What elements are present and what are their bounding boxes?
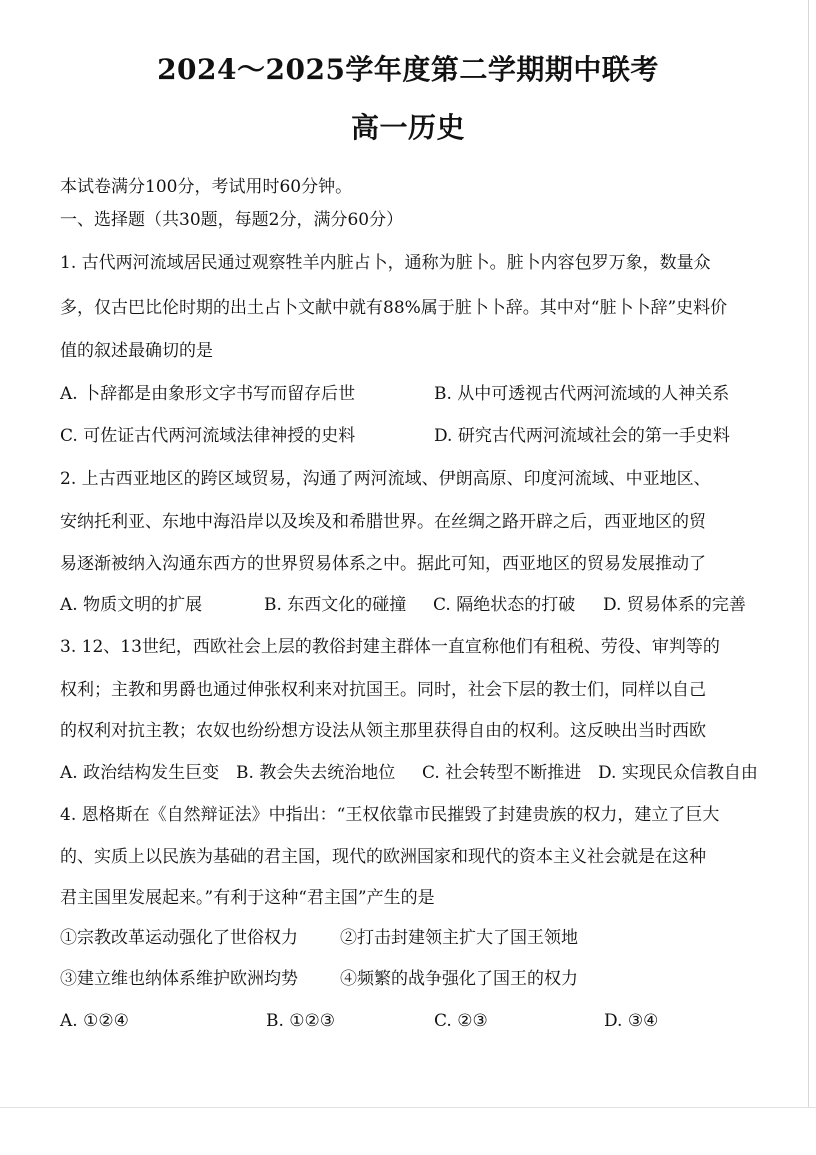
q1-stem-line: 多，仅古巴比伦时期的出土占卜文献中就有88%属于脏卜卜辞。其中对“脏卜卜辞”史料价 — [60, 298, 728, 318]
q1-option-c: C. 可佐证古代两河流域法律神授的史料 — [60, 426, 356, 446]
q2-stem-line: 2. 上古西亚地区的跨区域贸易，沟通了两河流域、伊朗高原、印度河流域、中亚地区、 — [60, 469, 711, 489]
q4-stem-line: 的、实质上以民族为基础的君主国，现代的欧洲国家和现代的资本主义社会就是在这种 — [60, 847, 706, 867]
q1-stem-line: 值的叙述最确切的是 — [60, 341, 213, 361]
q3-option-d: D. 实现民众信教自由 — [598, 763, 758, 783]
q4-item-1: ①宗教改革运动强化了世俗权力 — [60, 928, 298, 948]
q1-option-a: A. 卜辞都是由象形文字书写而留存后世 — [60, 384, 356, 404]
q1-option-b: B. 从中可透视古代两河流域的人神关系 — [434, 384, 730, 404]
q4-item-4: ④频繁的战争强化了国王的权力 — [340, 969, 578, 989]
q4-option-b: B. ①②③ — [266, 1011, 336, 1031]
q2-option-b: B. 东西文化的碰撞 — [264, 595, 407, 615]
exam-subject: 高一历史 — [350, 111, 465, 144]
q4-option-c: C. ②③ — [434, 1011, 488, 1031]
q4-option-d: D. ③④ — [604, 1011, 659, 1031]
q2-option-c: C. 隔绝状态的打破 — [433, 595, 576, 615]
q4-item-3: ③建立维也纳体系维护欧洲均势 — [60, 969, 298, 989]
q2-stem-line: 安纳托利亚、东地中海沿岸以及埃及和希腊世界。在丝绸之路开辟之后，西亚地区的贸 — [60, 512, 706, 532]
q3-stem-line: 权利；主教和男爵也通过伸张权利来对抗国王。同时，社会下层的教士们，同样以自己 — [60, 680, 706, 700]
q4-stem-line: 4. 恩格斯在《自然辩证法》中指出：“王权依靠市民摧毁了封建贵族的权力，建立了巨大 — [60, 805, 720, 825]
q3-stem-line: 的权利对抗主教；农奴也纷纷想方设法从领主那里获得自由的权利。这反映出当时西欧 — [60, 721, 706, 741]
q1-stem-line: 1. 古代两河流域居民通过观察牲羊内脏占卜，通称为脏卜。脏卜内容包罗万象，数量众 — [60, 253, 711, 273]
q2-option-d: D. 贸易体系的完善 — [603, 595, 746, 615]
q4-option-a: A. ①②④ — [60, 1011, 129, 1031]
q3-stem-line: 3. 12、13世纪，西欧社会上层的教俗封建主群体一直宣称他们有租税、劳役、审判等的 — [60, 637, 720, 657]
q3-option-c: C. 社会转型不断推进 — [422, 763, 582, 783]
q3-option-b: B. 教会失去统治地位 — [236, 763, 396, 783]
q2-stem-line: 易逐渐被纳入沟通东西方的世界贸易体系之中。据此可知，西亚地区的贸易发展推动了 — [60, 554, 706, 574]
q3-option-a: A. 政治结构发生巨变 — [60, 763, 220, 783]
scan-edge-right — [808, 0, 809, 1108]
q4-stem-line: 君主国里发展起来。”有利于这种“君主国”产生的是 — [60, 888, 435, 908]
section-heading: 一、选择题（共30题，每题2分，满分60分） — [60, 210, 404, 230]
q2-option-a: A. 物质文明的扩展 — [60, 595, 203, 615]
exam-note: 本试卷满分100分，考试用时60分钟。 — [60, 177, 353, 197]
scan-edge-bottom — [0, 1107, 816, 1108]
q1-option-d: D. 研究古代两河流域社会的第一手史料 — [434, 426, 730, 446]
q4-item-2: ②打击封建领主扩大了国王领地 — [340, 928, 578, 948]
exam-title: 2024～2025学年度第二学期期中联考 — [157, 53, 659, 86]
